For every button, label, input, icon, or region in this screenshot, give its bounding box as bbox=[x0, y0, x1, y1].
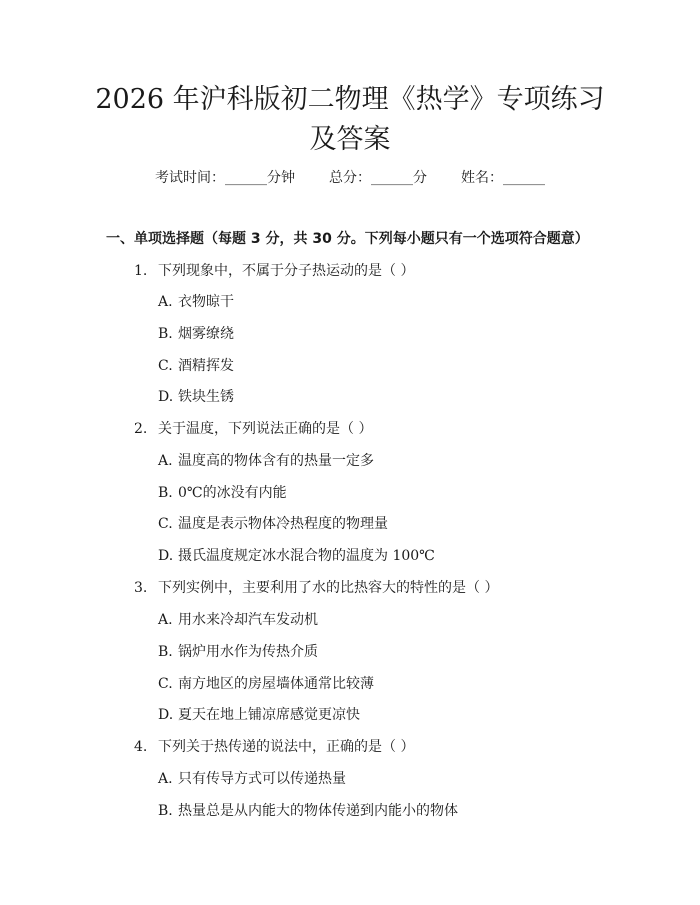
option-text: 锅炉用水作为传热介质 bbox=[178, 644, 318, 660]
question-number: 4. bbox=[134, 739, 148, 755]
option-2b bbox=[158, 483, 287, 503]
exam-time: 考试时间：______分钟 bbox=[155, 170, 295, 186]
option-letter: B. bbox=[158, 326, 173, 342]
option-3a bbox=[158, 610, 318, 630]
question-text: 下列关于热传递的说法中，正确的是（ ） bbox=[158, 739, 415, 755]
option-3d bbox=[158, 705, 360, 725]
option-letter: B. bbox=[158, 485, 173, 501]
option-letter: A. bbox=[158, 771, 173, 787]
question-text: 下列实例中，主要利用了水的比热容大的特性的是（ ） bbox=[158, 580, 499, 596]
option-1c bbox=[158, 356, 234, 376]
option-text: 铁块生锈 bbox=[178, 389, 234, 405]
question-number: 3. bbox=[134, 580, 148, 596]
question-4 bbox=[134, 737, 414, 757]
option-text: 只有传导方式可以传递热量 bbox=[178, 771, 346, 787]
option-text: 酒精挥发 bbox=[178, 358, 234, 374]
option-letter: C. bbox=[158, 676, 173, 692]
option-text: 热量总是从内能大的物体传递到内能小的物体 bbox=[178, 803, 458, 819]
option-text: 夏天在地上铺凉席感觉更凉快 bbox=[178, 707, 360, 723]
question-number: 2. bbox=[134, 421, 148, 437]
option-letter: B. bbox=[158, 644, 173, 660]
total-score: 总分：______分 bbox=[329, 170, 427, 186]
option-letter: A. bbox=[158, 453, 173, 469]
option-4b bbox=[158, 801, 458, 821]
question-1 bbox=[134, 261, 414, 281]
option-3b bbox=[158, 642, 318, 662]
option-letter: C. bbox=[158, 516, 173, 532]
option-letter: A. bbox=[158, 612, 173, 628]
option-text: 温度高的物体含有的热量一定多 bbox=[178, 453, 374, 469]
option-3c bbox=[158, 674, 374, 694]
option-text: 0℃的冰没有内能 bbox=[178, 485, 287, 501]
option-letter: D. bbox=[158, 389, 174, 405]
option-text: 用水来冷却汽车发动机 bbox=[178, 612, 318, 628]
exam-info bbox=[0, 168, 700, 188]
student-name: 姓名：______ bbox=[461, 170, 545, 186]
option-letter: C. bbox=[158, 358, 173, 374]
question-2 bbox=[134, 419, 372, 439]
option-1b bbox=[158, 324, 234, 344]
option-2c bbox=[158, 514, 388, 534]
option-letter: D. bbox=[158, 707, 174, 723]
option-2d bbox=[158, 546, 435, 566]
option-letter: D. bbox=[158, 548, 174, 564]
option-text: 衣物晾干 bbox=[178, 294, 234, 310]
option-text: 摄氏温度规定冰水混合物的温度为 100℃ bbox=[178, 548, 435, 564]
option-text: 温度是表示物体冷热程度的物理量 bbox=[178, 516, 388, 532]
option-1d bbox=[158, 387, 234, 407]
option-letter: B. bbox=[158, 803, 173, 819]
option-text: 烟雾缭绕 bbox=[178, 326, 234, 342]
question-3 bbox=[134, 578, 498, 598]
option-text: 南方地区的房屋墙体通常比较薄 bbox=[178, 676, 374, 692]
section-heading: 一、单项选择题（每题 3 分，共 30 分。下列每小题只有一个选项符合题意） bbox=[106, 231, 589, 247]
page-title: 2026 年沪科版初二物理《热学》专项练习及答案 bbox=[95, 84, 605, 155]
option-1a bbox=[158, 292, 234, 312]
option-2a bbox=[158, 451, 374, 471]
question-text: 关于温度，下列说法正确的是（ ） bbox=[158, 421, 373, 437]
option-letter: A. bbox=[158, 294, 173, 310]
question-number: 1. bbox=[134, 263, 148, 279]
question-text: 下列现象中，不属于分子热运动的是（ ） bbox=[158, 263, 415, 279]
option-4a bbox=[158, 769, 346, 789]
